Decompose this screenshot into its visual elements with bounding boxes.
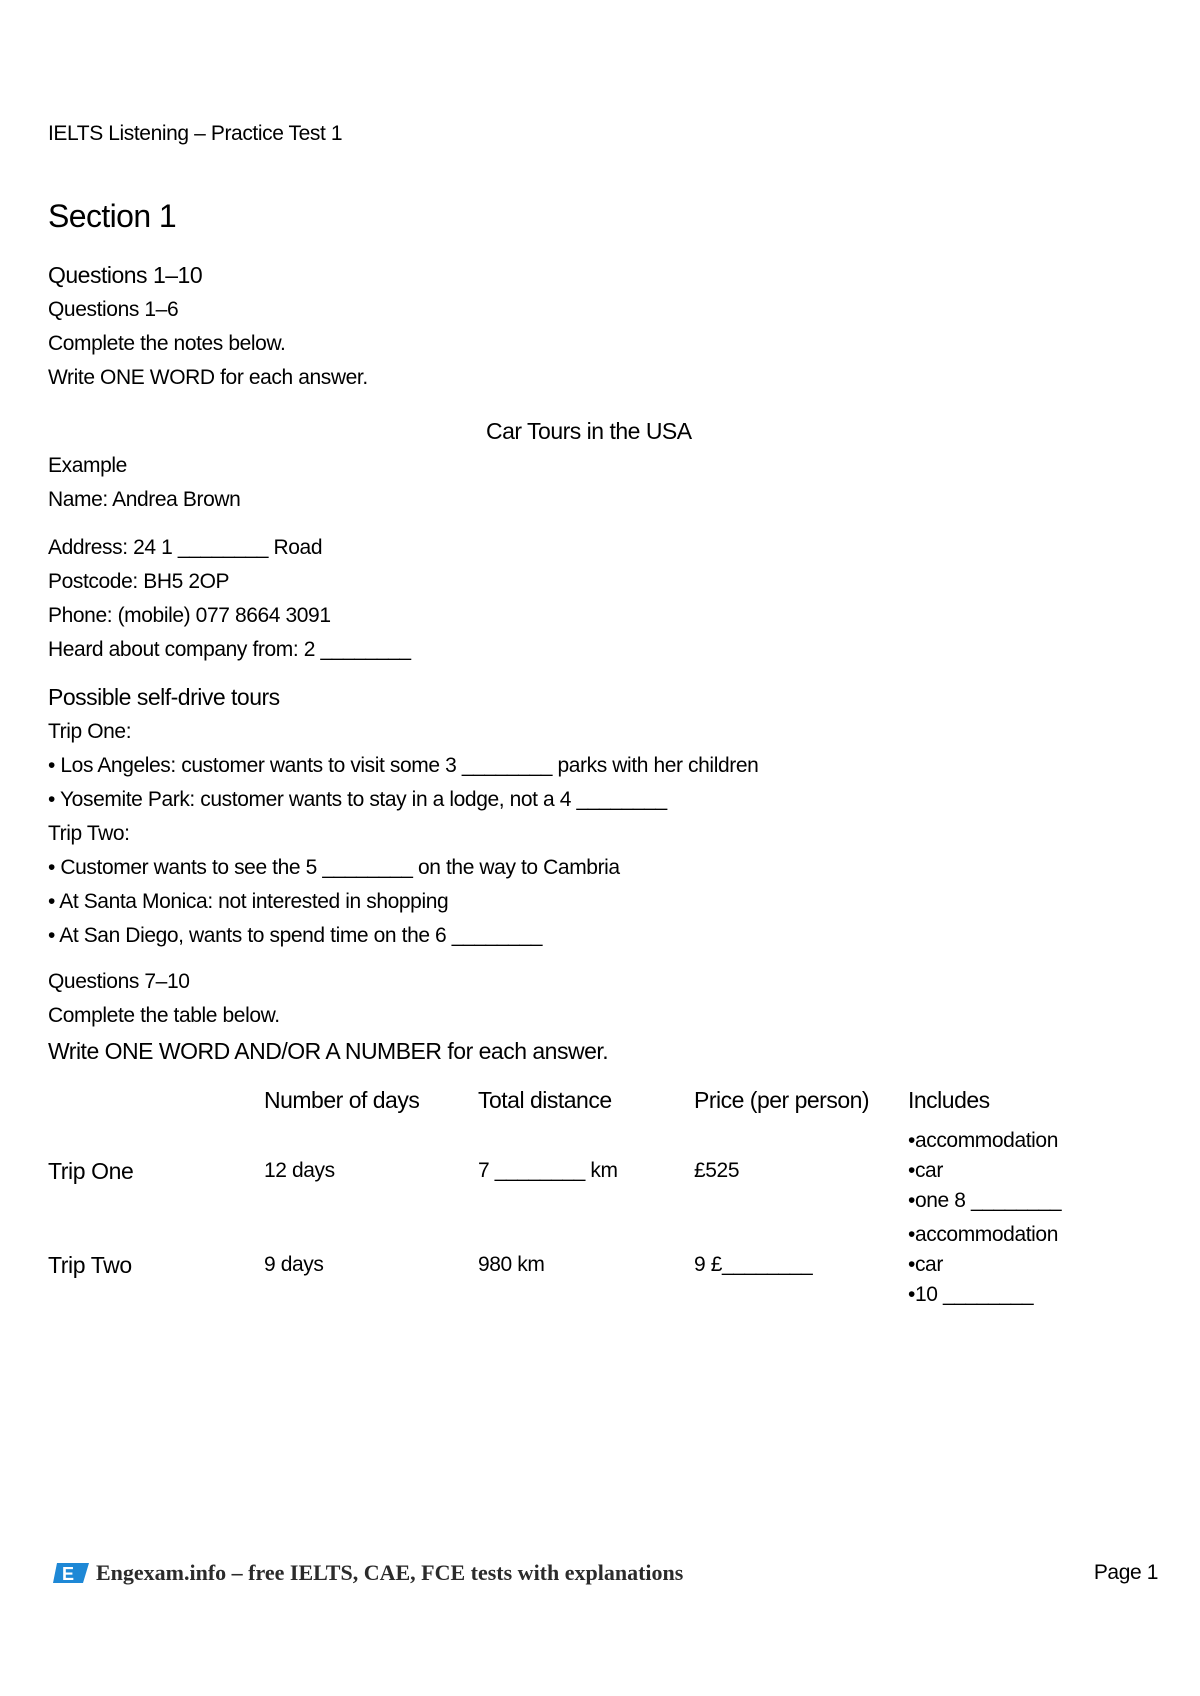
address-prefix: Address: 24 1: [48, 536, 173, 559]
trip-days: 12 days: [264, 1159, 335, 1182]
trip-two-bullet-1: [48, 856, 620, 880]
trip-name: Trip One: [48, 1157, 134, 1184]
engexam-logo-icon: [53, 1561, 89, 1585]
trip-includes: [908, 1124, 1128, 1218]
trip-two-label: Trip Two:: [48, 822, 130, 845]
footer-link[interactable]: Engexam.info – free IELTS, CAE, FCE tests with explanations: [96, 1560, 684, 1585]
trip-two-bullet-3: [48, 924, 542, 948]
includes-item: •car: [908, 1159, 943, 1182]
page-header: IELTS Listening – Practice Test 1: [48, 122, 343, 145]
trip-distance: 980 km: [478, 1253, 545, 1276]
includes-text: •one 8: [908, 1189, 966, 1212]
bullet-text: • Yosemite Park: customer wants to stay in a lodge, not a 4: [48, 788, 572, 811]
tours-heading: Possible self-drive tours: [48, 684, 280, 710]
trips-table: [48, 1076, 1128, 1312]
answer-blank-9[interactable]: ________: [722, 1253, 813, 1276]
answer-blank-5[interactable]: ________: [322, 856, 413, 879]
answer-blank-6[interactable]: ________: [451, 924, 543, 947]
header-distance: Total distance: [478, 1086, 612, 1113]
trip-price: [694, 1218, 908, 1312]
heard-line: [48, 638, 411, 662]
notes-heading: Car Tours in the USA: [486, 418, 692, 444]
includes-item: •accommodation: [908, 1129, 1058, 1152]
page-number: Page 1: [1093, 1561, 1158, 1584]
table-row: [48, 1218, 1128, 1312]
instruction: Complete the notes below.: [48, 332, 286, 355]
includes-item: [908, 1280, 1128, 1310]
trip-includes: [908, 1218, 1128, 1312]
heard-prefix: Heard about company from: 2: [48, 638, 316, 661]
section-title: Section 1: [48, 198, 177, 234]
header-empty: [48, 1076, 264, 1124]
includes-item: •accommodation: [908, 1223, 1058, 1246]
postcode-line: Postcode: BH5 2OP: [48, 570, 230, 593]
phone-line: Phone: (mobile) 077 8664 3091: [48, 604, 331, 627]
header-includes: Includes: [908, 1086, 990, 1113]
questions-range: Questions 1–10: [48, 262, 203, 288]
address-suffix: Road: [273, 536, 323, 559]
trip-one-label: Trip One:: [48, 720, 132, 743]
answer-blank-7[interactable]: ________: [494, 1159, 585, 1182]
answer-blank-10[interactable]: ________: [942, 1283, 1034, 1306]
answer-blank-2[interactable]: ________: [320, 638, 411, 661]
answer-blank-1[interactable]: ________: [177, 536, 269, 559]
part2-range: Questions 7–10: [48, 970, 190, 993]
distance-suffix: km: [590, 1159, 618, 1182]
word-limit: Write ONE WORD for each answer.: [48, 366, 368, 389]
trip-distance: [478, 1124, 694, 1218]
part2-instruction: Complete the table below.: [48, 1004, 280, 1027]
part2-word-limit: Write ONE WORD AND/OR A NUMBER for each answer.: [48, 1038, 609, 1064]
example-label: Example: [48, 454, 127, 477]
trip-one-bullet-1: [48, 754, 758, 778]
trip-one-bullet-2: [48, 788, 667, 812]
questions-subrange: Questions 1–6: [48, 298, 179, 321]
header-price: Price (per person): [694, 1086, 870, 1113]
bullet-text-suffix: parks with her children: [557, 754, 759, 777]
includes-item: •car: [908, 1253, 943, 1276]
header-days: Number of days: [264, 1086, 420, 1113]
includes-text: •10: [908, 1283, 938, 1306]
bullet-text: • Customer wants to see the 5: [48, 856, 317, 879]
trip-price: £525: [694, 1159, 740, 1182]
answer-blank-8[interactable]: ________: [970, 1189, 1062, 1212]
table-header-row: [48, 1076, 1128, 1124]
distance-prefix: 7: [478, 1159, 490, 1182]
answer-blank-3[interactable]: ________: [461, 754, 553, 777]
logo-letter: E: [61, 1564, 75, 1584]
trip-name: Trip Two: [48, 1251, 132, 1278]
bullet-text: • Los Angeles: customer wants to visit some 3: [48, 754, 457, 777]
bullet-text-suffix: on the way to Cambria: [418, 856, 620, 879]
name-line: Name: Andrea Brown: [48, 488, 241, 511]
price-prefix: 9 £: [694, 1253, 722, 1276]
trip-two-bullet-2: • At Santa Monica: not interested in shopping: [48, 890, 449, 913]
trip-days: 9 days: [264, 1253, 324, 1276]
bullet-text: • At San Diego, wants to spend time on the 6: [48, 924, 447, 947]
table-row: [48, 1124, 1128, 1218]
includes-item: [908, 1186, 1128, 1216]
address-line: [48, 536, 322, 560]
answer-blank-4[interactable]: ________: [576, 788, 667, 811]
